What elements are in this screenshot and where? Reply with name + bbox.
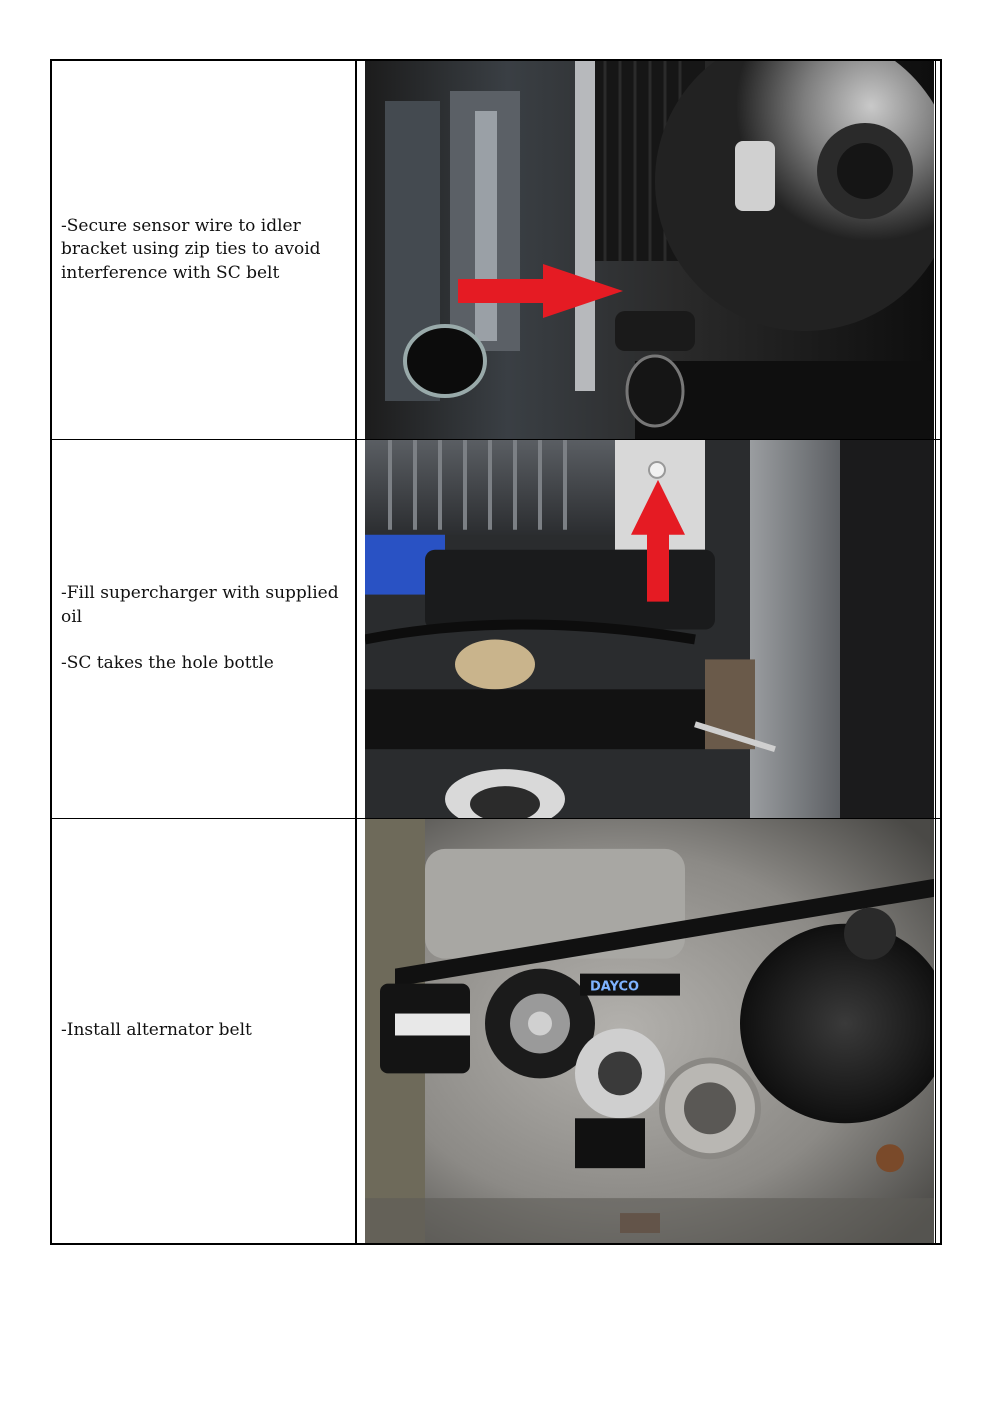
instruction-text (52, 582, 355, 676)
table-row (52, 61, 940, 439)
table-row (52, 818, 940, 1243)
instruction-line: -Fill supercharger with supplied oil (61, 583, 339, 627)
instruction-line: -Install alternator belt (61, 1020, 252, 1041)
instruction-cell (52, 819, 357, 1243)
instruction-table (50, 59, 942, 1245)
instruction-line: -SC takes the hole bottle (61, 653, 274, 674)
instruction-line: -Secure sensor wire to idler bracket using zip ties to avoid interference with SC belt (61, 215, 321, 283)
engine-photo-zip-tie-idler-bracket (365, 61, 934, 439)
cell-border (935, 819, 940, 1243)
belt-print: DAYCO (590, 979, 640, 995)
engine-photo-alternator-belt (365, 819, 934, 1243)
instruction-cell (52, 61, 357, 439)
instruction-text (52, 215, 355, 286)
instruction-cell (52, 440, 357, 818)
cell-border (935, 61, 940, 439)
engine-photo-supercharger-oil-fill (365, 440, 934, 818)
instruction-text (52, 1019, 260, 1043)
table-row (52, 439, 940, 818)
cell-border (935, 440, 940, 818)
